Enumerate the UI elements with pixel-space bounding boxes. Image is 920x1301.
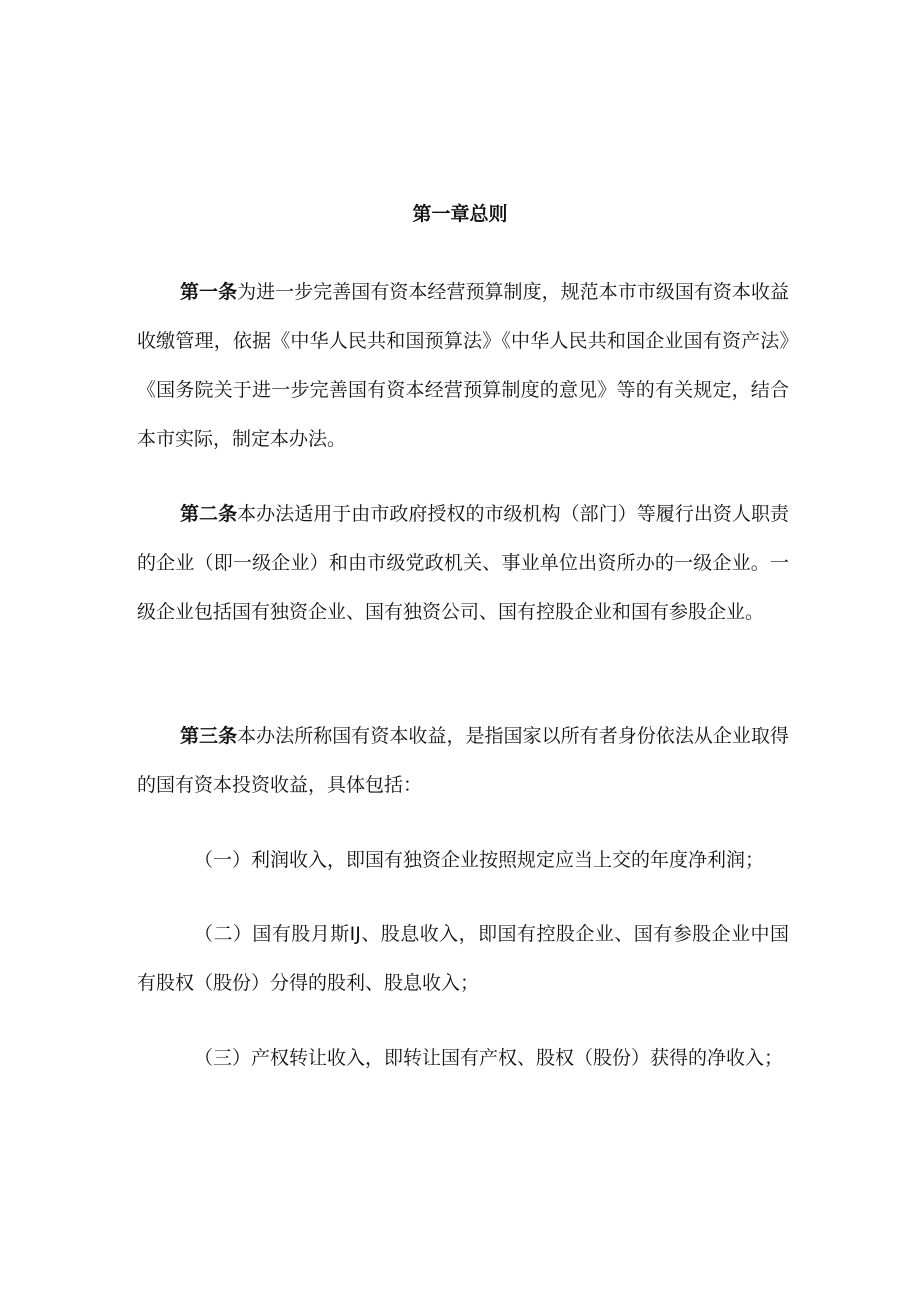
- article-label: 第三条: [180, 725, 238, 747]
- article-text: 本办法适用于由市政府授权的市级机构（部门）等履行出资人职责的企业（即一级企业）和由市级党政机关、事业单位出资所办的一级企业。一级企业包括国有独资企业、国有独资公司、国有控股企业和国有参股企业。: [137, 503, 789, 623]
- article-3: [137, 712, 789, 810]
- article-1: [137, 268, 789, 464]
- list-item: （二）国有股月斯IJ、股息收入，即国有控股企业、国有参股企业中国有股权（股份）分得的股利、股息收入；: [137, 923, 789, 994]
- article-label: 第一条: [180, 281, 238, 303]
- article-label: 第二条: [180, 503, 238, 525]
- article-text: 为进一步完善国有资本经营预算制度，规范本市市级国有资本收益收缴管理，依据《中华人民共和国预算法》《中华人民共和国企业国有资产法》《国务院关于进一步完善国有资本经营预算制度的意见》等的有关规定，结合本市实际，制定本办法。: [137, 281, 789, 450]
- list-item: （一）利润收入，即国有独资企业按照规定应当上交的年度净利润；: [194, 849, 765, 871]
- article-text: 本办法所称国有资本收益，是指国家以所有者身份依法从企业取得的国有资本投资收益，具体包括：: [137, 725, 789, 796]
- article-2: [137, 490, 789, 637]
- list-item: （三）产权转让收入，即转让国有产权、股权（股份）获得的净收入；: [194, 1047, 784, 1069]
- chapter-title: 第一章总则: [412, 203, 508, 225]
